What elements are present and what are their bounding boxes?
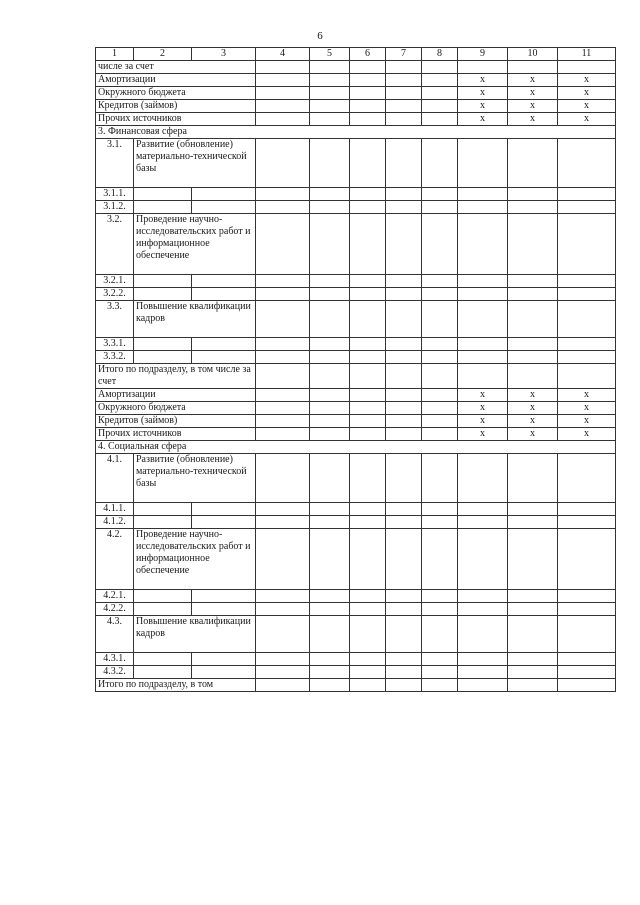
column-number: 3: [192, 48, 256, 61]
column-number: 4: [256, 48, 310, 61]
x-mark: x: [458, 402, 508, 415]
table-row: [96, 428, 616, 441]
x-mark: x: [558, 402, 616, 415]
row-label: Амортизации: [96, 74, 256, 87]
item-text: Повышение квалификации кадров: [134, 616, 256, 653]
table-row: [96, 516, 616, 529]
x-mark: x: [458, 428, 508, 441]
x-mark: x: [558, 428, 616, 441]
table-row: [96, 201, 616, 214]
column-number: 5: [310, 48, 350, 61]
row-label: Прочих источников: [96, 113, 256, 126]
table-row: [96, 454, 616, 503]
item-number: 4.3.2.: [96, 666, 134, 679]
section-title: 4. Социальная сфера: [96, 441, 616, 454]
x-mark: x: [508, 428, 558, 441]
x-mark: x: [558, 87, 616, 100]
table-row: [96, 100, 616, 113]
row-label: Амортизации: [96, 389, 256, 402]
investment-table: [95, 47, 616, 692]
x-mark: x: [558, 415, 616, 428]
x-mark: x: [458, 415, 508, 428]
item-text: Проведение научно-исследовательских работ и информационное обеспечение: [134, 214, 256, 275]
column-number: 8: [422, 48, 458, 61]
column-number: 1: [96, 48, 134, 61]
table-row: [96, 301, 616, 338]
x-mark: x: [508, 100, 558, 113]
x-mark: x: [558, 389, 616, 402]
table-row: [96, 402, 616, 415]
page-number: 6: [317, 30, 323, 42]
table-row: [96, 288, 616, 301]
column-number: 6: [350, 48, 386, 61]
table-row: [96, 503, 616, 516]
column-number: 7: [386, 48, 422, 61]
x-mark: x: [458, 100, 508, 113]
item-number: 3.1.1.: [96, 188, 134, 201]
table-row: [96, 351, 616, 364]
table-row: [96, 653, 616, 666]
x-mark: x: [508, 415, 558, 428]
item-text: Развитие (обновление) материально-технической базы: [134, 139, 256, 188]
table-row: [96, 139, 616, 188]
row-label: Кредитов (займов): [96, 415, 256, 428]
x-mark: x: [508, 87, 558, 100]
item-number: 4.2.2.: [96, 603, 134, 616]
table-row: [96, 529, 616, 590]
table-row: [96, 666, 616, 679]
table-row: [96, 389, 616, 402]
row-label: Окружного бюджета: [96, 87, 256, 100]
total-row: [96, 364, 616, 389]
item-number: 3.3.1.: [96, 338, 134, 351]
x-mark: x: [558, 100, 616, 113]
table-row: [96, 74, 616, 87]
x-mark: x: [458, 87, 508, 100]
column-number: 10: [508, 48, 558, 61]
item-number: 4.1.2.: [96, 516, 134, 529]
item-text: Развитие (обновление) материально-технической базы: [134, 454, 256, 503]
item-number: 3.2.: [96, 214, 134, 275]
table-row: [96, 338, 616, 351]
x-mark: x: [558, 113, 616, 126]
row-label: числе за счет: [96, 61, 256, 74]
section-title-row: [96, 126, 616, 139]
x-mark: x: [508, 74, 558, 87]
x-mark: x: [458, 389, 508, 402]
table-row: [96, 113, 616, 126]
item-number: 3.1.: [96, 139, 134, 188]
table-row: [96, 603, 616, 616]
column-number: 2: [134, 48, 192, 61]
table-header-row: [96, 48, 616, 61]
table-row: [96, 616, 616, 653]
x-mark: x: [508, 389, 558, 402]
column-number: 9: [458, 48, 508, 61]
table-row: [96, 590, 616, 603]
item-number: 3.2.2.: [96, 288, 134, 301]
item-number: 3.3.: [96, 301, 134, 338]
column-number: 11: [558, 48, 616, 61]
table-row: [96, 275, 616, 288]
table-row: [96, 188, 616, 201]
x-mark: x: [458, 113, 508, 126]
total-row: [96, 679, 616, 692]
row-label: Кредитов (займов): [96, 100, 256, 113]
x-mark: x: [558, 74, 616, 87]
item-number: 3.3.2.: [96, 351, 134, 364]
total-label: Итого по подразделу, в том: [96, 679, 256, 692]
x-mark: x: [458, 74, 508, 87]
item-number: 4.2.1.: [96, 590, 134, 603]
x-mark: x: [508, 113, 558, 126]
item-number: 4.1.1.: [96, 503, 134, 516]
total-label: Итого по подразделу, в том числе за счет: [96, 364, 256, 389]
item-number: 3.2.1.: [96, 275, 134, 288]
section-title-row: [96, 441, 616, 454]
item-number: 4.3.1.: [96, 653, 134, 666]
table-row: [96, 415, 616, 428]
row-label: Окружного бюджета: [96, 402, 256, 415]
item-text: Проведение научно-исследовательских работ и информационное обеспечение: [134, 529, 256, 590]
item-number: 3.1.2.: [96, 201, 134, 214]
table-row: [96, 61, 616, 74]
item-number: 4.3.: [96, 616, 134, 653]
item-number: 4.2.: [96, 529, 134, 590]
table-row: [96, 214, 616, 275]
x-mark: x: [508, 402, 558, 415]
row-label: Прочих источников: [96, 428, 256, 441]
item-text: Повышение квалификации кадров: [134, 301, 256, 338]
section-title: 3. Финансовая сфера: [96, 126, 616, 139]
item-number: 4.1.: [96, 454, 134, 503]
table-row: [96, 87, 616, 100]
